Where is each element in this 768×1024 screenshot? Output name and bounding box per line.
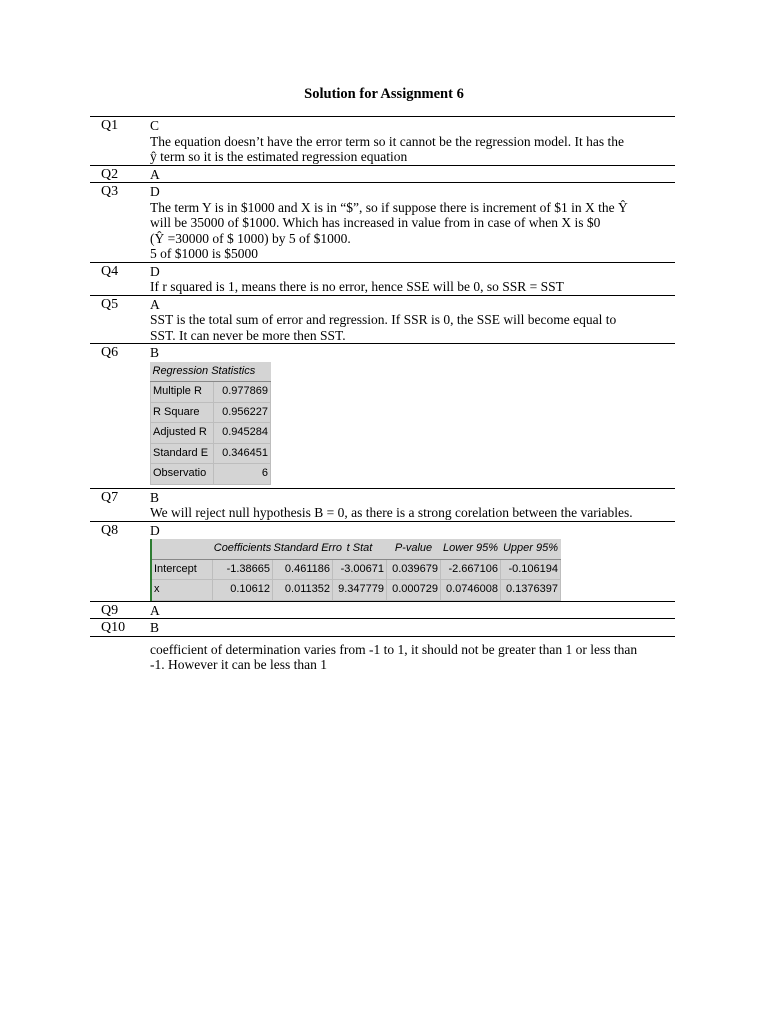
stat-value: 6 [214, 464, 271, 485]
question-id: Q2 [101, 166, 119, 182]
coefficients-table [150, 539, 561, 601]
table-cell: 0.1376397 [501, 580, 561, 601]
table-cell: 9.347779 [333, 580, 387, 601]
table-cell: 0.461186 [273, 559, 333, 580]
explanation-line: coefficient of determination varies from -1 to 1, it should not be greater than 1 or less than [150, 641, 638, 657]
answer-letter: A [150, 602, 160, 618]
explanation-line: SST. It can never be more then SST. [150, 327, 346, 343]
stat-value: 0.956227 [214, 402, 271, 423]
answer-letter: C [150, 118, 160, 133]
question-row [90, 488, 675, 521]
explanation-line: If r squared is 1, means there is no error, hence SSE will be 0, so SSR = SST [150, 279, 564, 294]
explanation-line: -1. However it can be less than 1 [150, 657, 327, 672]
answer-letter: D [150, 263, 160, 279]
question-row [90, 343, 675, 485]
stat-value: 0.945284 [214, 423, 271, 444]
question-id: Q9 [101, 602, 119, 618]
stat-label: R Square [151, 402, 214, 423]
question-id: Q4 [101, 263, 119, 279]
question-id: Q8 [101, 522, 119, 538]
explanation-line: We will reject null hypothesis B = 0, as there is a strong corelation between the variables. [150, 505, 633, 520]
regression-statistics-header: Regression Statistics [151, 362, 271, 382]
answer-letter: A [150, 296, 160, 312]
explanation-line: ŷ term so it is the estimated regression equation [150, 149, 408, 164]
table-row [151, 559, 561, 580]
column-header: Standard Erro [273, 539, 333, 559]
answer-letter: B [150, 620, 160, 635]
question-row [90, 116, 675, 165]
table-row [151, 580, 561, 601]
table-cell: Intercept [151, 559, 213, 580]
question-id: Q7 [101, 489, 119, 505]
answer-letter: D [150, 522, 160, 538]
table-cell: 0.0746008 [441, 580, 501, 601]
table-cell: -2.667106 [441, 559, 501, 580]
table-cell: 0.039679 [387, 559, 441, 580]
explanation-line: will be 35000 of $1000. Which has increased in value from in case of when X is $0 [150, 215, 601, 230]
column-header: t Stat [333, 539, 387, 559]
table-row [151, 382, 271, 403]
column-header [151, 539, 213, 559]
table-row [151, 443, 271, 464]
answer-letter: A [150, 166, 160, 182]
stat-label: Standard E [151, 443, 214, 464]
answer-letter: D [150, 184, 160, 199]
column-header: Coefficients [213, 539, 273, 559]
question-row [90, 165, 675, 183]
stat-value: 0.977869 [214, 382, 271, 403]
question-id: Q3 [101, 184, 119, 199]
table-cell: 0.011352 [273, 580, 333, 601]
question-id: Q6 [101, 345, 119, 360]
table-cell: x [151, 580, 213, 601]
table-row [151, 464, 271, 485]
question-row [90, 182, 675, 262]
stat-label: Observatio [151, 464, 214, 485]
table-row [151, 423, 271, 444]
answer-table [90, 116, 675, 673]
question-id: Q1 [101, 118, 119, 133]
explanation-line: SST is the total sum of error and regression. If SSR is 0, the SSE will become equal to [150, 312, 617, 327]
answer-letter: B [150, 345, 160, 360]
question-row [90, 295, 675, 344]
table-cell: 0.000729 [387, 580, 441, 601]
table-cell: 0.10612 [213, 580, 273, 601]
table-row [151, 402, 271, 423]
explanation-line: (Ŷ =30000 of $ 1000) by 5 of $1000. [150, 230, 351, 246]
explanation-line: The equation doesn’t have the error term so it cannot be the regression model. It has the [150, 133, 624, 149]
question-row [90, 601, 675, 619]
stat-label: Adjusted R [151, 423, 214, 444]
stat-value: 0.346451 [214, 443, 271, 464]
column-header: P-value [387, 539, 441, 559]
column-header: Upper 95% [501, 539, 561, 559]
question-id: Q10 [101, 620, 126, 635]
column-header: Lower 95% [441, 539, 501, 559]
stat-label: Multiple R [151, 382, 214, 403]
question-id: Q5 [101, 296, 119, 312]
question-row [90, 618, 675, 637]
answer-letter: B [150, 489, 160, 505]
explanation-line: 5 of $1000 is $5000 [150, 246, 258, 261]
table-header-row [151, 539, 561, 559]
table-cell: -0.106194 [501, 559, 561, 580]
explanation-line: The term Y is in $1000 and X is in “$”, so if suppose there is increment of $1 in X the Ŷ [150, 199, 628, 215]
table-cell: -3.00671 [333, 559, 387, 580]
question-row [90, 262, 675, 295]
question-row [90, 521, 675, 601]
q10-explanation [150, 637, 675, 673]
table-cell: -1.38665 [213, 559, 273, 580]
regression-statistics-table [150, 362, 271, 485]
document-title: Solution for Assignment 6 [304, 86, 464, 102]
